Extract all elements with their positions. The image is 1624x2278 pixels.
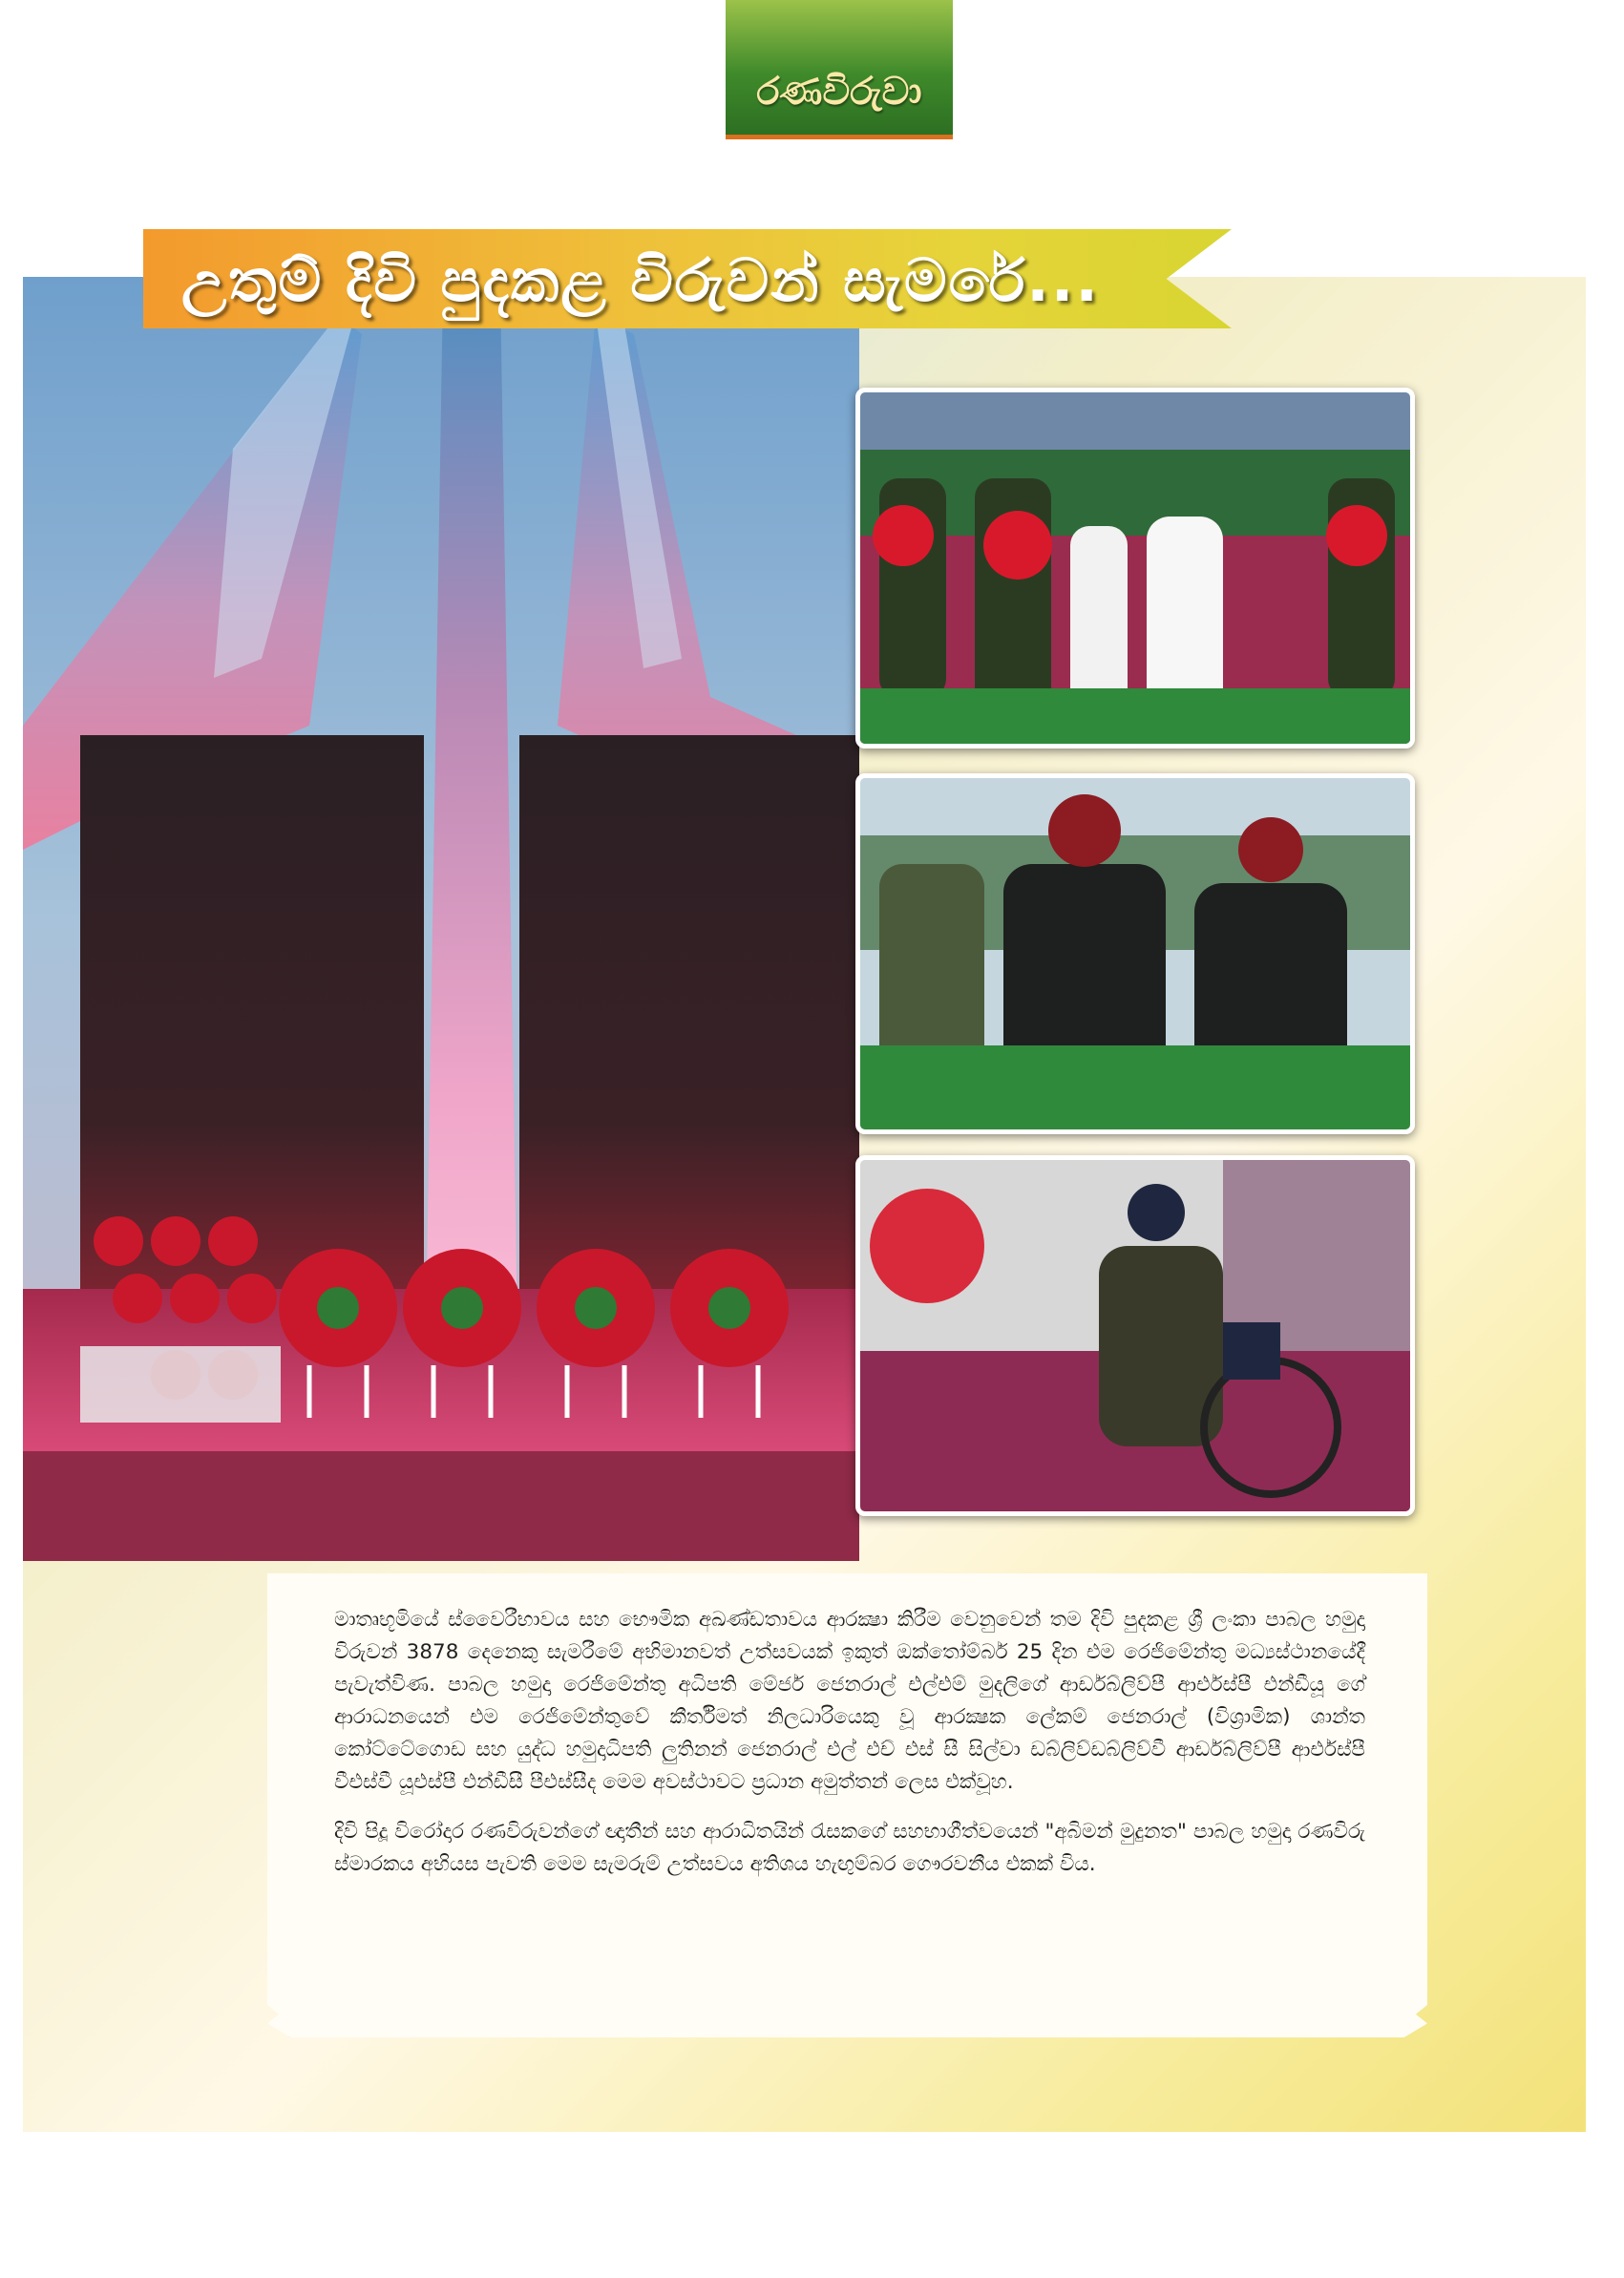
page-title: උතුම් දිවි පුදකළ විරුවන් සැමරේ... (181, 245, 1100, 315)
memorial-photo (23, 277, 859, 1561)
article-paragraph: මාතෘභූමියේ ස්වෛරීභාවය සහ භෞමික අඛණ්ඩතාවය ආරක්‍ෂා කිරීම වෙනුවෙන් තම දිවි පුදකළ ශ්‍රී ලංකා පාබල හමුදා විරුවන් 3878 දෙනෙකු සැමරීමේ අභිමානවත් උත්සවයක් ඉකුත් ඔක්තෝම්බර් 25 දින එම රෙජිමේන්තු මධ්‍යස්ථානයේදී පැවැත්විණ. පාබල හමුදා රෙජිමේන්තු අධිපති මේජර් ජෙනරාල් එල්එම් මුදලිගේ ආර්ඩබ්ලිව්පී ආර්එස්පී එන්ඩීයූ ගේ ආරාධනයෙන් එම රෙජිමේන්තුවේ කීර්තිමත් නිලධාරියෙකු වූ ආරක්‍ෂක ලේකම් ජෙනරාල් (විශ්‍රාමික) ශාන්ත කෝට්ටේගොඩ සහ යුද්ධ හමුදාධිපති ලුතිනන් ජෙනරාල් එල් එච් එස් සී සිල්වා ඩබ්ලිව්ඩබ්ලිව්වී ආර්ඩබ්ලිව්පී ආර්එස්පී වීඑස්වී යූඑස්පී එන්ඩීසී පීඑස්සීද මෙම අවස්ථාවට ප්‍රධාන අමුත්තන් ලෙස එක්වූහ. (334, 1608, 1365, 1794)
article-paragraph: දිවි පිදූ විරෝදාර රණවිරුවන්ගේ ඥාතීන් සහ ආරාධිතයින් රැසකගේ සහභාගීත්වයෙන් "අබිමන් මුදුනත" පාබල හමුදා රණවිරු ස්මාරකය අභියස පැවති මෙම සැමරුම් උත්සවය අතිශය හැඟුම්බර ගෞරවනීය එකක් විය. (334, 1820, 1365, 1876)
photo-procession (855, 388, 1415, 749)
article-body (334, 1604, 1365, 1898)
photo-wheelchair-veteran (855, 1155, 1415, 1516)
section-label: රණවිරුවා (756, 69, 922, 114)
photo-salute (855, 773, 1415, 1134)
section-tab (726, 0, 953, 139)
